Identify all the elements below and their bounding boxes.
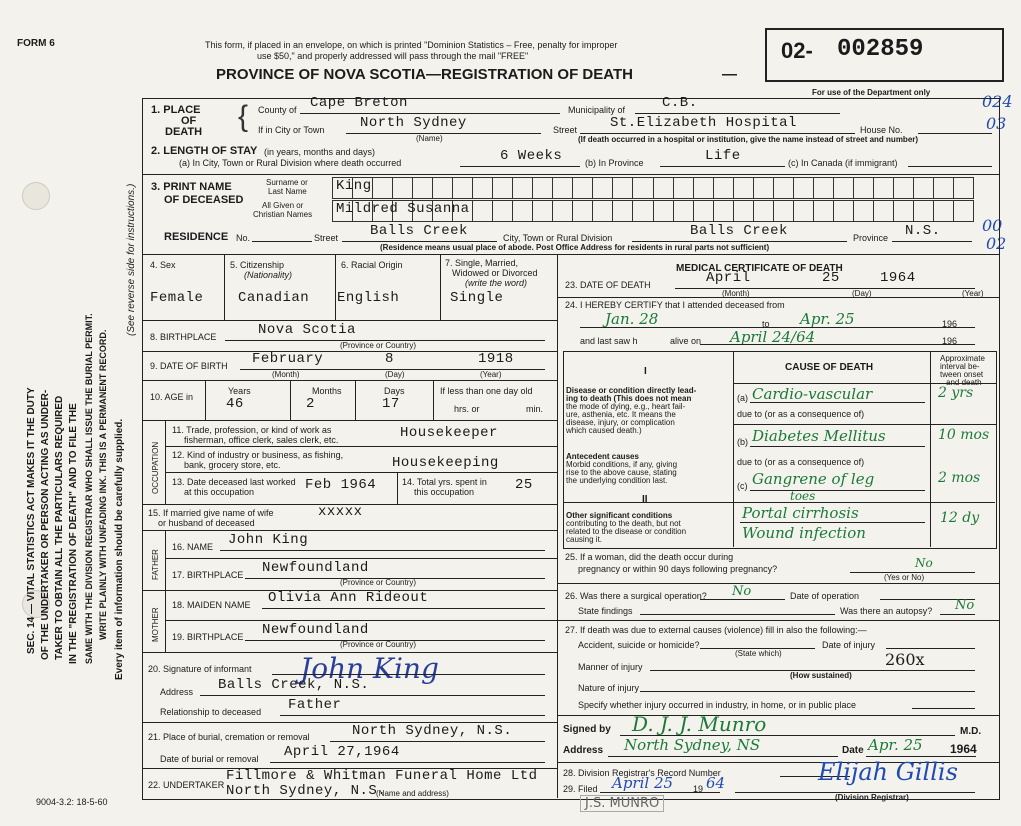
last-saw-value: April 24/64: [730, 328, 816, 346]
mother-birthplace-label: 19. BIRTHPLACE: [172, 632, 244, 642]
cause-c-label: (c): [737, 481, 748, 491]
citizenship-note: (Nationality): [244, 270, 293, 280]
yes-no-note: (Yes or No): [884, 573, 925, 582]
dod-month: April: [706, 270, 751, 286]
age-months: 2: [306, 396, 315, 412]
days-label: Days: [384, 386, 405, 396]
reg-prefix: 02-: [781, 38, 813, 63]
dod-day: 25: [822, 270, 840, 286]
informant-sig-label: 20. Signature of informant: [148, 664, 252, 674]
last-worked-label: 13. Date deceased last worked: [172, 477, 296, 487]
record-number-label: 28. Division Registrar's Record Number: [563, 768, 721, 778]
municipality-value: C.B.: [662, 95, 698, 111]
filed-year: 64: [706, 774, 726, 792]
dob-month: February: [252, 351, 324, 367]
margin-code: 02: [986, 234, 1007, 253]
relationship-value: Father: [288, 697, 342, 713]
margin-code: 03: [986, 114, 1007, 133]
external-label: 27. If death was due to external causes (violence) fill in also the following:—: [565, 625, 867, 635]
residence-street-label: Street: [314, 233, 339, 243]
county-label: County of: [258, 105, 297, 115]
alive-label: alive on: [670, 336, 702, 346]
sidebar-text: SAME WITH THE DIVISION REGISTRAR WHO SHALL ISSUE THE BURIAL PERMIT.: [84, 313, 94, 664]
medical-heading: MEDICAL CERTIFICATE OF DEATH: [676, 263, 843, 274]
deceased-label: 3. PRINT NAME: [151, 181, 232, 193]
surgery-value: No: [732, 584, 752, 599]
birthplace-value: Nova Scotia: [258, 322, 356, 338]
spouse-label: or husband of deceased: [158, 518, 255, 528]
signed-date-value: Apr. 25: [868, 736, 923, 754]
burial-date-label: Date of burial or removal: [160, 754, 259, 764]
surname-value: King: [336, 178, 372, 194]
residence-label: RESIDENCE: [164, 231, 229, 243]
total-years-value: 25: [515, 477, 533, 493]
state-which-note: (State which): [735, 649, 782, 658]
stay-label: 2. LENGTH OF STAY: [151, 145, 258, 157]
cause-heading: CAUSE OF DEATH: [785, 362, 874, 373]
undertaker-name: Fillmore & Whitman Funeral Home Ltd: [226, 768, 538, 784]
pregnancy-label: pregnancy or within 90 days following pregnancy?: [578, 564, 778, 574]
undertaker-address: North Sydney, N.S.: [226, 783, 387, 799]
autopsy-value: No: [955, 598, 975, 613]
manner-label: Manner of injury: [578, 662, 643, 672]
to-label: to: [762, 319, 770, 329]
age-label: 10. AGE in: [150, 392, 194, 402]
dod-year: 1964: [880, 270, 916, 286]
margin-code: 024: [982, 92, 1013, 111]
year-note: (Year): [480, 370, 502, 379]
title-dash: —: [722, 66, 737, 83]
surname-cells: [332, 177, 974, 199]
sidebar-text: WRITE PLAINLY WITH UNFADING INK. THIS IS A PERMANENT RECORD.: [98, 329, 108, 640]
marital-label: Widowed or Divorced: [452, 268, 538, 278]
interval-heading: Approximate: [940, 354, 985, 363]
sidebar-text: SEC. 14 — VITAL STATISTICS ACT MAKES IT THE DUTY: [26, 387, 37, 654]
citizenship-value: Canadian: [238, 290, 310, 306]
other-label: causing it.: [566, 535, 603, 544]
cause-a-label: (a): [737, 393, 748, 403]
stay-a-value: 6 Weeks: [500, 148, 563, 164]
nature-label: Nature of injury: [578, 683, 640, 693]
undertaker-label: 22. UNDERTAKER: [148, 780, 225, 790]
given-label: All Given or: [262, 201, 304, 210]
stay-a-label: (a) In City, Town or Rural Division where death occurred: [179, 158, 402, 168]
other-2-value: Wound infection: [742, 524, 866, 542]
last-worked-value: Feb 1964: [305, 477, 377, 493]
interval-heading: and death: [946, 378, 982, 387]
father-side-label: FATHER: [151, 549, 160, 580]
undertaker-note: (Name and address): [376, 789, 449, 798]
marital-value: Single: [450, 290, 504, 306]
signed-date-label: Date: [842, 745, 864, 756]
given-value: Mildred Susanna: [336, 201, 470, 217]
manner-value: 260x: [885, 650, 925, 669]
month-note: (Month): [722, 289, 750, 298]
residence-street-value: Balls Creek: [370, 223, 468, 239]
cause-b-value: Diabetes Mellitus: [752, 427, 886, 445]
header-note: This form, if placed in an envelope, on which is printed "Dominion Statistics – Free, penalty for improper: [205, 40, 618, 50]
certify-to: Apr. 25: [800, 310, 855, 328]
stay-note: (in years, months and days): [264, 147, 376, 157]
month-note: (Month): [272, 370, 300, 379]
certify-label: 24. I HEREBY CERTIFY that I attended deceased from: [565, 300, 785, 310]
hrs-label: hrs. or: [454, 404, 480, 414]
filed-year-prefix: 19: [693, 784, 704, 794]
deceased-label: OF DECEASED: [164, 194, 244, 206]
stay-b-label: (b) In Province: [585, 158, 644, 168]
hospital-note: (If death occurred in a hospital or institution, give the name instead of street and number): [578, 135, 919, 144]
given-label: Christian Names: [253, 210, 313, 219]
pregnancy-value: No: [915, 556, 933, 570]
signed-value: D. J. J. Munro: [632, 712, 767, 736]
province-country-note: (Province or Country): [340, 640, 417, 649]
surname-label: Last Name: [268, 187, 307, 196]
dob-label: 9. DATE OF BIRTH: [150, 361, 228, 371]
sex-value: Female: [150, 290, 204, 306]
place-label: OF: [181, 115, 197, 127]
other-1-value: Portal cirrhosis: [742, 504, 859, 522]
filed-label: 29. Filed: [563, 784, 598, 794]
spouse-label: 15. If married give name of wife: [148, 508, 274, 518]
citizenship-label: 5. Citizenship: [230, 260, 285, 270]
municipality-label: Municipality of: [568, 105, 626, 115]
certify-from: Jan. 28: [605, 310, 659, 328]
other-label: related to the disease or condition: [566, 527, 687, 536]
disease-label: the mode of dying, e.g., heart fail-: [566, 402, 686, 411]
residence-province-label: Province: [853, 233, 889, 243]
place-label: DEATH: [165, 126, 203, 138]
burial-date-value: April 27,1964: [284, 744, 400, 760]
min-label: min.: [526, 404, 544, 414]
filed-value: April 25: [612, 774, 674, 792]
year-note: (Year): [962, 289, 984, 298]
brace: {: [238, 100, 249, 133]
disease-label: ure, asthenia, etc. It means the: [566, 410, 676, 419]
header-note: use $50," and properly addressed will pass through the mail "FREE": [257, 51, 529, 61]
reg-number: 002859: [837, 36, 924, 63]
racial-value: English: [337, 290, 400, 306]
residence-city-value: Balls Creek: [690, 223, 788, 239]
dod-label: 23. DATE OF DEATH: [565, 280, 651, 290]
specify-label: Specify whether injury occurred in industry, in home, or in public place: [578, 700, 856, 710]
interval-c-value: 2 mos: [938, 470, 981, 486]
residence-note: (Residence means usual place of abode. Post Office Address for residents in rural parts not sufficient): [380, 243, 770, 252]
interval-b-value: 10 mos: [938, 427, 990, 443]
sidebar-text: IN THE "REGISTRATION OF DEATH" AND TO FILE THE: [68, 403, 79, 664]
marital-label: 7. Single, Married,: [445, 258, 519, 268]
cause-c-value: Gangrene of leg: [752, 470, 875, 488]
signed-address-value: North Sydney, NS: [624, 736, 761, 754]
surgery-label: 26. Was there a surgical operation?: [565, 591, 707, 601]
sidebar-text: TAKER TO OBTAIN ALL THE PARTICULARS REQUIRED: [54, 395, 65, 660]
disease-label: disease, injury, or complication: [566, 418, 675, 427]
father-name-label: 16. NAME: [172, 542, 214, 552]
signed-label: Signed by: [563, 724, 611, 735]
interval-other-value: 12 dy: [940, 510, 980, 526]
munro-stamp: J.S. MUNRO: [580, 795, 664, 812]
year-label: 196: [942, 319, 958, 329]
residence-province-value: N.S.: [905, 223, 941, 239]
antecedent-label: Morbid conditions, if any, giving: [566, 460, 678, 469]
city-value: North Sydney: [360, 115, 467, 131]
stay-b-value: Life: [705, 148, 741, 164]
last-saw-label: and last saw h: [580, 336, 638, 346]
trade-label: 11. Trade, profession, or kind of work as: [172, 425, 332, 435]
province-country-note: (Province or Country): [340, 578, 417, 587]
hospital-value: St.Elizabeth Hospital: [610, 115, 797, 131]
spouse-value: xxxxx: [318, 504, 363, 520]
registrar-signature: Elijah Gillis: [818, 758, 958, 786]
age-days: 17: [382, 396, 400, 412]
occupation-side-label: OCCUPATION: [151, 441, 160, 494]
trade-label: fisherman, office clerk, sales clerk, etc.: [184, 435, 339, 445]
signed-date-year: 1964: [950, 742, 977, 756]
section-i: I: [644, 366, 647, 377]
informant-address-value: Balls Creek, N.S.: [218, 677, 370, 693]
mother-side-label: MOTHER: [151, 607, 160, 642]
sidebar-text: OF THE UNDERTAKER OR PERSON ACTING AS UNDER-: [40, 389, 51, 660]
md-label: M.D.: [960, 726, 982, 737]
industry-value: Housekeeping: [392, 455, 499, 471]
page-title: PROVINCE OF NOVA SCOTIA—REGISTRATION OF DEATH: [216, 66, 633, 83]
marital-label: (write the word): [465, 278, 528, 288]
disease-label: which caused death.): [566, 426, 642, 435]
day-note: (Day): [852, 289, 872, 298]
total-years-label: this occupation: [414, 487, 475, 497]
sidebar-text: (See reverse side for instructions.): [126, 183, 137, 336]
cause-b-label: (b): [737, 437, 748, 447]
year-label: 196: [942, 336, 958, 346]
mother-birthplace-value: Newfoundland: [262, 622, 369, 638]
last-worked-label: at this occupation: [184, 487, 255, 497]
accident-label: Accident, suicide or homicide?: [578, 640, 700, 650]
months-label: Months: [312, 386, 342, 396]
antecedent-label: the underlying condition last.: [566, 476, 668, 485]
disease-label: Disease or condition directly lead-: [566, 386, 697, 395]
form-number: FORM 6: [17, 38, 55, 49]
stay-c-label: (c) In Canada (if immigrant): [788, 158, 898, 168]
surname-label: Surname or: [266, 178, 308, 187]
informant-signature: John King: [300, 652, 439, 685]
antecedent-label: rise to the above cause, stating: [566, 468, 677, 477]
due-label: due to (or as a consequence of): [737, 457, 865, 467]
cause-c2-value: toes: [790, 489, 816, 503]
name-note: (Name): [416, 134, 443, 143]
residence-city-label: City, Town or Rural Division: [503, 233, 613, 243]
province-country-note: (Province or Country): [340, 341, 417, 350]
burial-place-label: 21. Place of burial, cremation or removal: [148, 732, 310, 742]
antecedent-label: Antecedent causes: [566, 452, 639, 461]
margin-code: 00: [982, 216, 1003, 235]
pregnancy-label: 25. If a woman, did the death occur during: [565, 552, 734, 562]
footer-code: 9004-3.2: 18-5-60: [36, 797, 108, 807]
mother-maiden-label: 18. MAIDEN NAME: [172, 600, 251, 610]
city-label: If in City or Town: [258, 125, 325, 135]
findings-label: State findings: [578, 606, 633, 616]
total-years-label: 14. Total yrs. spent in: [402, 477, 487, 487]
interval-heading: tween onset: [940, 370, 984, 379]
other-label: contributing to the death, but not: [566, 519, 681, 528]
industry-label: 12. Kind of industry or business, as fishing,: [172, 450, 344, 460]
age-years: 46: [226, 396, 244, 412]
father-birthplace-label: 17. BIRTHPLACE: [172, 570, 244, 580]
mother-maiden-value: Olivia Ann Rideout: [268, 590, 429, 606]
house-label: House No.: [860, 125, 903, 135]
racial-label: 6. Racial Origin: [341, 260, 403, 270]
residence-no-label: No.: [236, 233, 251, 243]
father-name-value: John King: [228, 532, 309, 548]
autopsy-label: Was there an autopsy?: [840, 606, 933, 616]
other-label: Other significant conditions: [566, 511, 673, 520]
less-day-label: If less than one day old: [440, 386, 533, 396]
day-note: (Day): [385, 370, 405, 379]
relationship-label: Relationship to deceased: [160, 707, 262, 717]
years-label: Years: [228, 386, 251, 396]
how-note: (How sustained): [790, 671, 852, 680]
interval-heading: interval be-: [940, 362, 980, 371]
op-date-label: Date of operation: [790, 591, 860, 601]
informant-address-label: Address: [160, 687, 194, 697]
registration-number-box: [765, 28, 1004, 82]
dob-year: 1918: [478, 351, 514, 367]
cause-a-value: Cardio-vascular: [752, 385, 873, 403]
county-value: Cape Breton: [310, 95, 408, 111]
signed-address-label: Address: [563, 745, 604, 756]
dob-day: 8: [385, 351, 394, 367]
dept-use: For use of the Department only: [812, 88, 931, 97]
sex-label: 4. Sex: [150, 260, 176, 270]
trade-value: Housekeeper: [400, 425, 498, 441]
registrar-note: (Division Registrar): [835, 793, 909, 802]
interval-a-value: 2 yrs: [938, 385, 974, 401]
father-birthplace-value: Newfoundland: [262, 560, 369, 576]
street-label: Street: [553, 125, 578, 135]
section-ii: II: [642, 494, 648, 505]
industry-label: bank, grocery store, etc.: [184, 460, 281, 470]
sidebar-text: Every item of information should be carefully supplied.: [114, 418, 125, 680]
birthplace-label: 8. BIRTHPLACE: [150, 332, 217, 342]
place-label: 1. PLACE: [151, 104, 201, 116]
burial-place-value: North Sydney, N.S.: [352, 723, 513, 739]
due-label: due to (or as a consequence of): [737, 409, 865, 419]
disease-label: ing to death (This does not mean: [566, 394, 692, 403]
injury-date-label: Date of injury: [822, 640, 876, 650]
